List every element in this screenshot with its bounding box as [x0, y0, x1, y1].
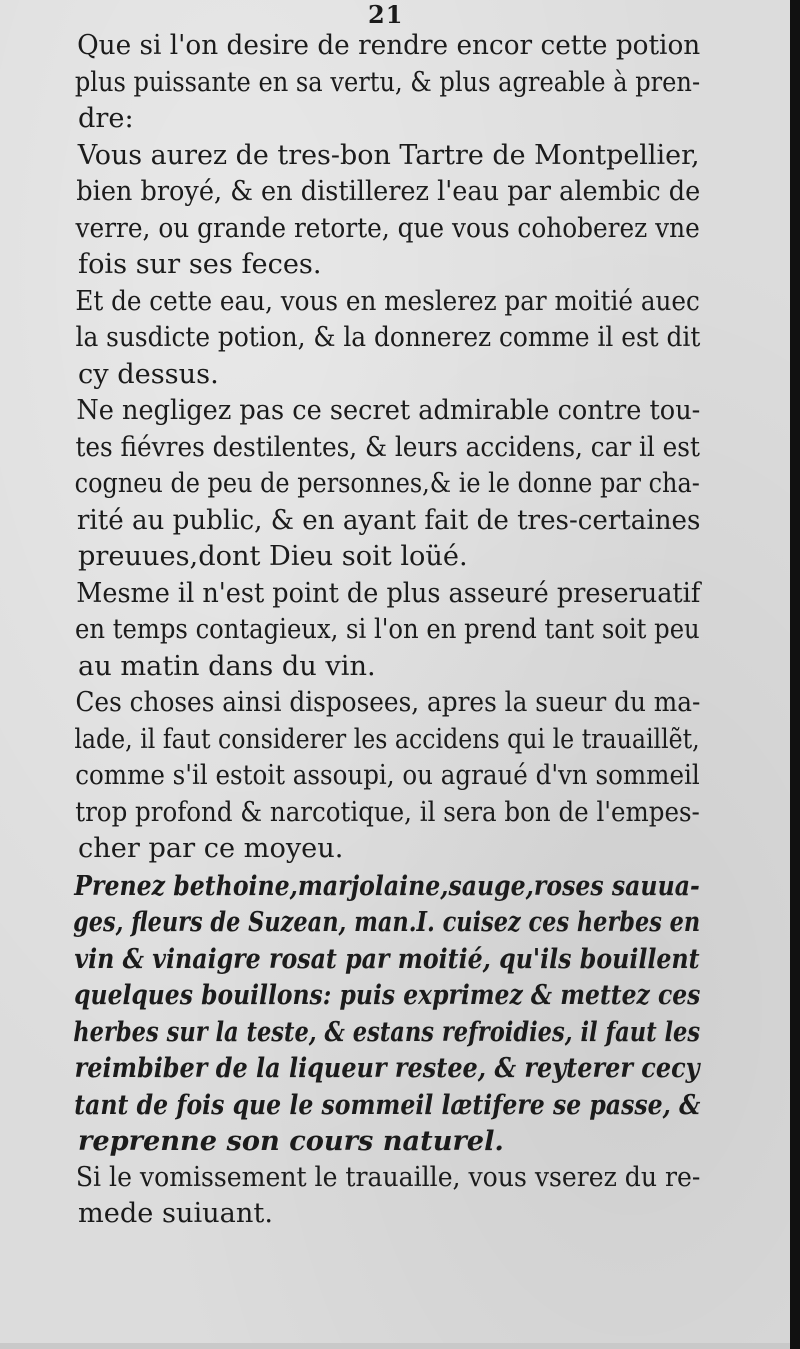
text-line: reimbiber de la liqueur restee, & reyterer cecy [74, 1052, 700, 1084]
text-line: dre: [78, 103, 134, 134]
paragraph [50, 1160, 700, 1233]
text-line: comme s'il estoit assoupi, ou agraué d'vn sommeil [75, 760, 700, 791]
text-line: en temps contagieux, si l'on en prend tant soit peu [75, 614, 700, 645]
text-line: Ne negligez pas ce secret admirable contre tou- [76, 395, 701, 426]
paragraph [50, 284, 700, 394]
text-line: reprenne son cours naturel. [78, 1125, 504, 1157]
text-line: cy dessus. [78, 358, 219, 390]
paragraph [50, 138, 700, 284]
text-line: tant de fois que le sommeil lætifere se passe, & [74, 1088, 701, 1121]
text-line: mede suiuant. [78, 1198, 273, 1229]
text-line: la susdicte potion, & la donnerez comme il est dit [75, 322, 701, 353]
paragraph [50, 576, 700, 686]
text-line: preuues,dont Dieu soit loüé. [78, 541, 468, 572]
text-line: plus puissante en sa vertu, & plus agreable à pren- [74, 66, 701, 98]
text-line: quelques bouillons: puis exprimez & mettez ces [74, 979, 701, 1011]
text-line: herbes sur la teste, & estans refroidies, il faut les [73, 1015, 701, 1048]
text-line: verre, ou grande retorte, que vous cohoberez vne [75, 212, 700, 244]
paragraph [50, 28, 700, 138]
text-line: fois sur ses feces. [78, 249, 322, 280]
text-line: Si le vomissement le trauaille, vous vserez du re- [75, 1161, 701, 1193]
text-line: ges, fleurs de Suzean, man.I. cuisez ces herbes en [73, 906, 701, 938]
page-number: 21 [368, 0, 404, 29]
text-line: vin & vinaigre rosat par moitié, qu'ils bouillent [74, 942, 700, 975]
text-line: lade, il faut considerer les accidens qui le trauaillẽt, [74, 723, 700, 755]
text-line: Mesme il n'est point de plus asseuré preseruatif [76, 577, 701, 609]
text-line: trop profond & narcotique, il sera bon de l'empes- [75, 796, 700, 828]
paragraph [50, 393, 700, 576]
text-line: Que si l'on desire de rendre encor cette potion [77, 30, 701, 61]
recipe-paragraph [50, 868, 700, 1160]
text-line: Prenez bethoine,marjolaine,sauge,roses sauua- [74, 869, 700, 902]
text-line: au matin dans du vin. [78, 650, 376, 682]
paragraph [50, 685, 700, 868]
text-line: bien broyé, & en distillerez l'eau par alembic de [76, 176, 701, 207]
text-line: Ces choses ainsi disposees, apres la sueur du ma- [75, 687, 701, 718]
text-line: Vous aurez de tres-bon Tartre de Montpellier, [77, 139, 700, 171]
text-line: Et de cette eau, vous en meslerez par moitié auec [75, 285, 700, 317]
page-text [50, 28, 700, 1233]
scan-edge [790, 0, 800, 1349]
text-line: cogneu de peu de personnes,& ie le donne par cha- [74, 468, 700, 499]
text-line: tes fiévres destilentes, & leurs accidens, car il est [75, 431, 700, 463]
text-line: cher par ce moyeu. [78, 833, 344, 864]
text-line: rité au public, & en ayant fait de tres-certaines [76, 504, 701, 536]
